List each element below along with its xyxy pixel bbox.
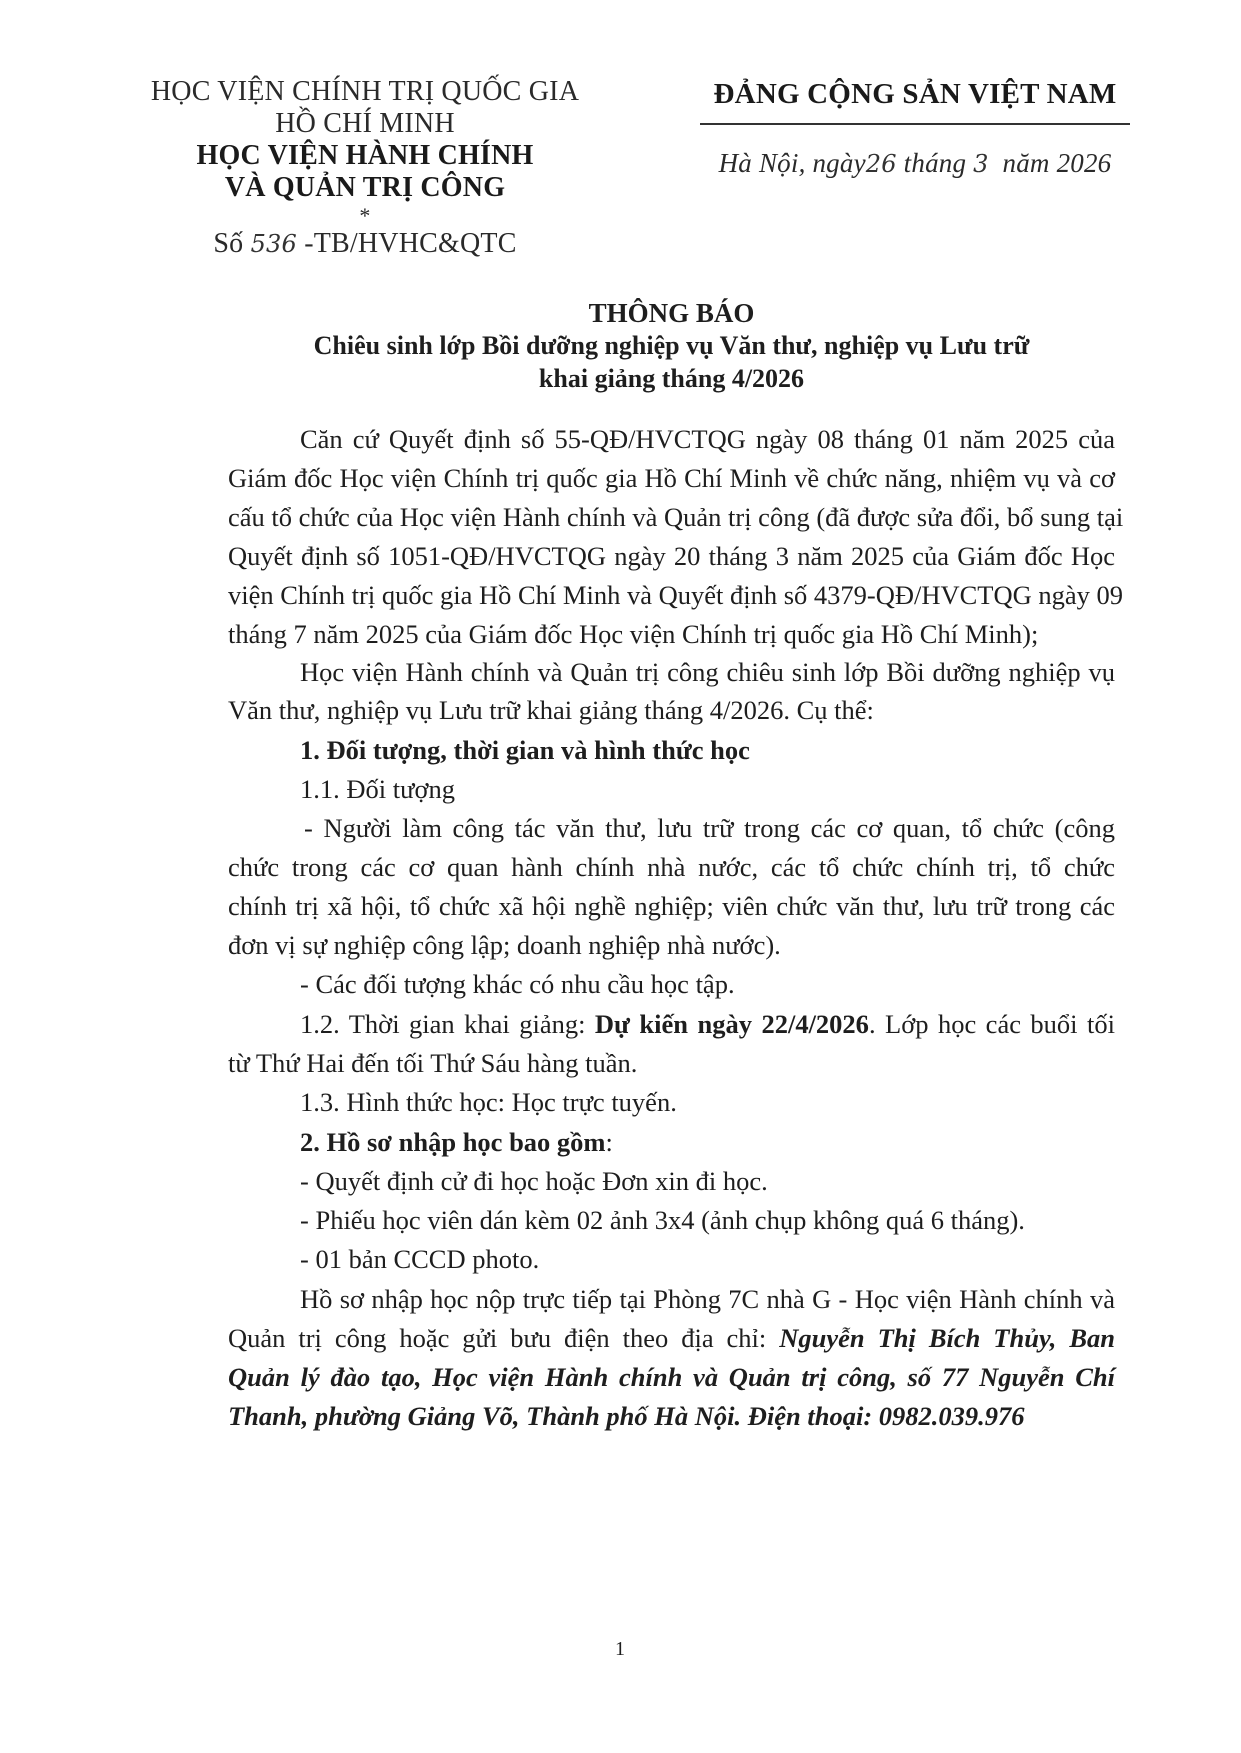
- target-audience-line: chính trị xã hội, tổ chức xã hội nghề nghiệp; viên chức văn thư, lưu trữ trong các: [228, 891, 1115, 921]
- enrollment-document-item: - 01 bản CCCD photo.: [300, 1244, 540, 1274]
- paragraph-legal-basis-line: Quyết định số 1051-QĐ/HVCTQG ngày 20 tháng 3 năm 2025 của Giám đốc Học: [228, 541, 1115, 571]
- notice-subtitle-line2: khai giảng tháng 4/2026: [538, 364, 805, 393]
- org-name-line2: VÀ QUẢN TRỊ CÔNG: [224, 172, 506, 203]
- submission-address-line: Quản lý đào tạo, Học viện Hành chính và Quản trị công, số 77 Nguyễn Chí: [228, 1362, 1115, 1392]
- issue-date-day: 26: [865, 150, 897, 178]
- target-audience-other: - Các đối tượng khác có nhu cầu học tập.: [300, 969, 735, 999]
- section-2-heading-text: 2. Hồ sơ nhập học bao gồm: [300, 1127, 606, 1157]
- issue-date-prefix: Hà Nội, ngày: [718, 148, 866, 178]
- document-number: [130, 228, 600, 260]
- paragraph-announcement-line: Văn thư, nghiệp vụ Lưu trữ khai giảng tháng 4/2026. Cụ thể:: [228, 695, 874, 725]
- document-number-handwritten: 536: [250, 230, 297, 258]
- paragraph-legal-basis-line: viện Chính trị quốc gia Hồ Chí Minh và Quyết định số 4379-QĐ/HVCTQG ngày 09: [228, 580, 1124, 610]
- section-1-2-suffix: . Lớp học các buổi tối: [868, 1009, 1115, 1039]
- page-number: 1: [615, 1638, 625, 1660]
- submission-address-phone-line: Thanh, phường Giảng Võ, Thành phố Hà Nội. Điện thoại: 0982.039.976: [228, 1401, 1025, 1431]
- party-name-underline: [700, 123, 1130, 125]
- issue-date: [690, 148, 1140, 179]
- submission-line: Hồ sơ nhập học nộp trực tiếp tại Phòng 7C nhà G - Học viện Hành chính và: [300, 1284, 1115, 1314]
- paragraph-legal-basis-line: Căn cứ Quyết định số 55-QĐ/HVCTQG ngày 08 tháng 01 năm 2025 của: [300, 424, 1115, 454]
- party-name: ĐẢNG CỘNG SẢN VIỆT NAM: [713, 78, 1117, 110]
- paragraph-legal-basis-line: cấu tổ chức của Học viện Hành chính và Quản trị công (đã được sửa đổi, bổ sung tại: [228, 502, 1124, 532]
- notice-title: THÔNG BÁO: [588, 298, 755, 328]
- paragraph-legal-basis-line: tháng 7 năm 2025 của Giám đốc Học viện Chính trị quốc gia Hồ Chí Minh);: [228, 619, 1039, 649]
- section-1-2-line: [300, 1009, 1115, 1040]
- target-audience-line: chức trong các cơ quan hành chính nhà nước, các tổ chức chính trị, tổ chức: [228, 852, 1115, 882]
- enrollment-document-item: - Quyết định cử đi học hoặc Đơn xin đi học.: [300, 1166, 768, 1196]
- section-1-heading: 1. Đối tượng, thời gian và hình thức học: [300, 735, 750, 765]
- submission-plain-text: Quản trị công hoặc gửi bưu điện theo địa chỉ:: [228, 1323, 780, 1353]
- header-star: *: [359, 203, 371, 228]
- section-1-1-heading: 1.1. Đối tượng: [300, 774, 455, 804]
- section-2-heading-colon: :: [605, 1127, 613, 1157]
- enrollment-document-item: - Phiếu học viên dán kèm 02 ảnh 3x4 (ảnh chụp không quá 6 tháng).: [300, 1205, 1025, 1235]
- paragraph-announcement-line: Học viện Hành chính và Quản trị công chiêu sinh lớp Bồi dưỡng nghiệp vụ: [300, 657, 1115, 687]
- section-1-2-start-date: Dự kiến ngày 22/4/2026: [594, 1009, 869, 1039]
- submission-line: [228, 1323, 1115, 1354]
- org-parent-name-line2: HỒ CHÍ MINH: [275, 108, 455, 139]
- section-1-2-prefix: 1.2. Thời gian khai giảng:: [300, 1009, 595, 1039]
- org-parent-name-line1: HỌC VIỆN CHÍNH TRỊ QUỐC GIA: [150, 76, 580, 107]
- target-audience-line: - Người làm công tác văn thư, lưu trữ trong các cơ quan, tổ chức (công: [304, 813, 1115, 843]
- issue-date-month-label: tháng: [903, 148, 967, 178]
- issue-date-year: năm 2026: [1002, 148, 1112, 178]
- paragraph-legal-basis-line: Giám đốc Học viện Chính trị quốc gia Hồ Chí Minh về chức năng, nhiệm vụ và cơ: [228, 463, 1115, 493]
- section-2-heading: [300, 1127, 613, 1158]
- document-number-suffix: -TB/HVHC&QTC: [304, 228, 517, 259]
- document-number-prefix: Số: [213, 228, 244, 259]
- submission-address-start: Nguyễn Thị Bích Thủy, Ban: [779, 1323, 1115, 1353]
- target-audience-line: đơn vị sự nghiệp công lập; doanh nghiệp nhà nước).: [228, 930, 781, 960]
- notice-subtitle-line1: Chiêu sinh lớp Bồi dưỡng nghiệp vụ Văn thư, nghiệp vụ Lưu trữ: [313, 331, 1030, 360]
- issue-date-month: 3: [973, 150, 989, 178]
- section-1-2-line2: từ Thứ Hai đến tối Thứ Sáu hàng tuần.: [228, 1048, 638, 1078]
- org-name-line1: HỌC VIỆN HÀNH CHÍNH: [196, 140, 534, 171]
- section-1-3-line: 1.3. Hình thức học: Học trực tuyến.: [300, 1087, 677, 1117]
